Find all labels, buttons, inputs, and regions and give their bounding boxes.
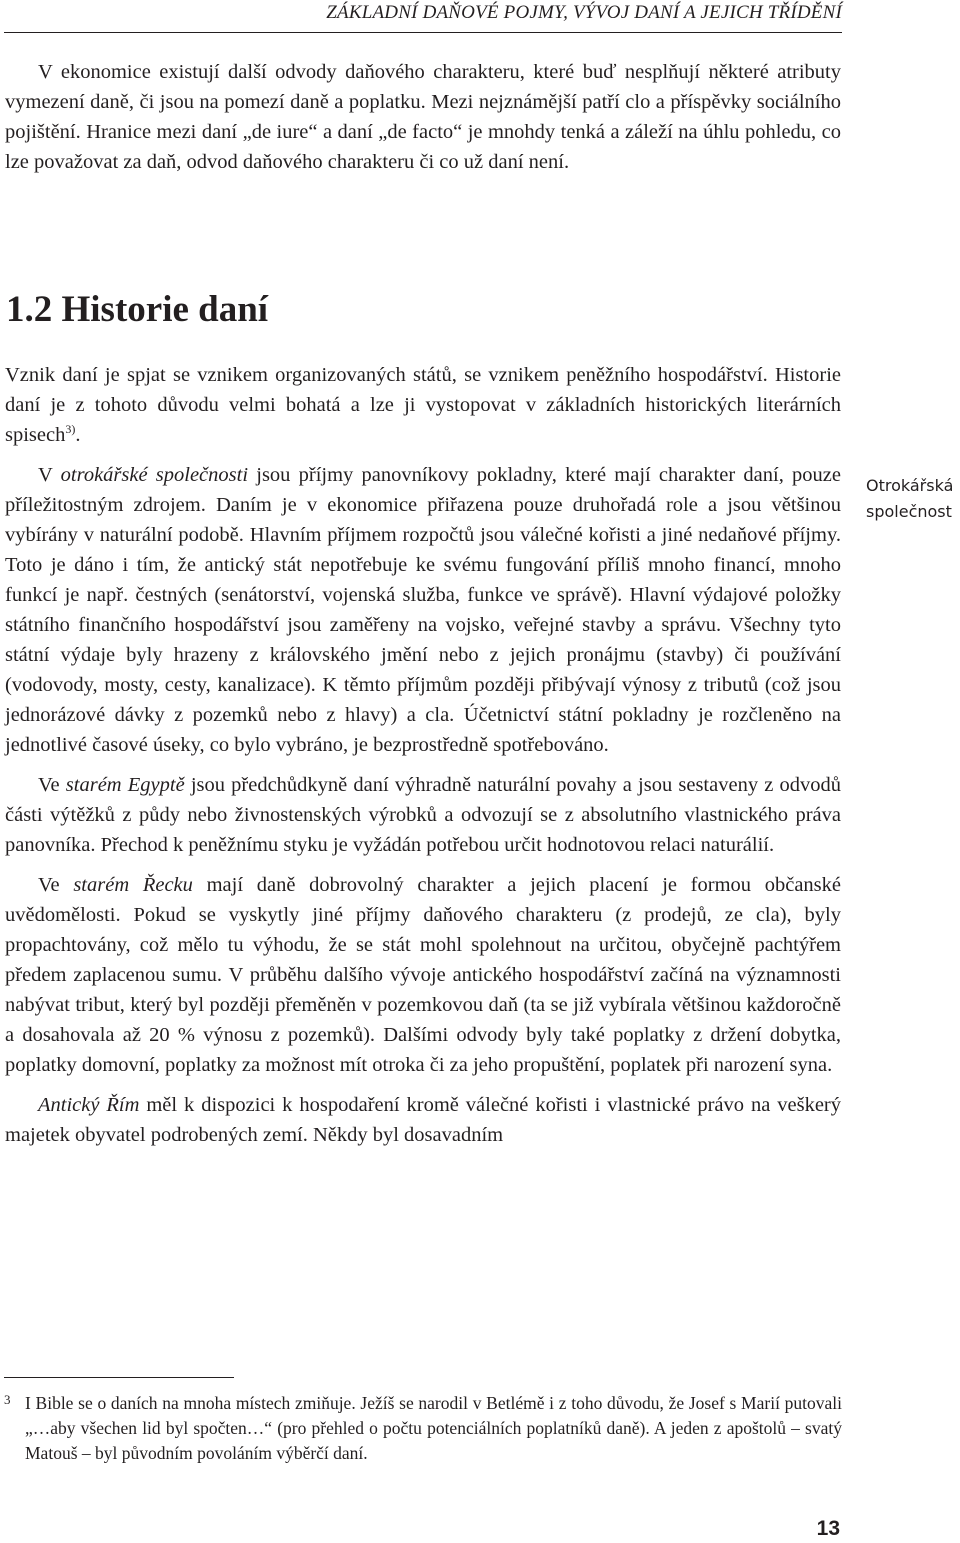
greece-text: mají daně dobrovolný charakter a jejich placení je formou občanské uvědomělosti. Pokud se vyskytly jiné příjmy daňového charakteru (z prodejů, ze cla), byly propachtovány, což mělo tu výhodu, že se stát mohl spolehnout na určitou, obyčejně pachtýřem předem zaplacenou sumu. V průběhu dalšího vývoje antického hospodářství začíná na významnosti nabývat tribut, který byl později přeměněn v pozemkovou daň (ta se již vybírala většinou každoročně a dosahovala až 20 % výnosu z pozemků). Dalšími odvody byly také poplatky z držení dobytka, poplatky domovní, poplatky za možnost mít otroka či za jeho propuštění, poplatek při narození syna. [5, 874, 841, 1076]
egypt-paragraph: Ve starém Egyptě jsou předchůdkyně daní výhradně naturální povahy a jsou sestaveny z odvodů části výtěžků z půdy nebo živnostenských výrobků a odvozují se z absolutního vlastnického práva panovníka. Přechod k peněžnímu styku je vyžádán potřebou určit hodnotovou relaci naturálií. [5, 774, 841, 856]
egypt-text: jsou předchůdkyně daní výhradně naturální povahy a jsou sestaveny z odvodů části výtěžků z půdy nebo živnostenských výrobků a odvozují se z absolutního vlastnického práva panovníka. Přechod k peněžnímu styku je vyžádán potřebou určit hodnotovou relaci naturálií. [5, 774, 841, 856]
rome-text: měl k dispozici k hospodaření kromě válečné kořisti i vlastnické právo na veškerý majetek obyvatel podrobených zemí. Někdy byl dosavadním [5, 1094, 841, 1146]
running-head: ZÁKLADNÍ DAŇOVÉ POJMY, VÝVOJ DANÍ A JEJICH TŘÍDĚNÍ [326, 2, 842, 23]
rome-paragraph [5, 1090, 841, 1150]
footnote-mark: 3 [4, 1392, 11, 1407]
greece-paragraph: Ve starém Řecku mají daně dobrovolný charakter a jejich placení je formou občanské uvědomělosti. Pokud se vyskytly jiné příjmy daňového charakteru (z prodejů, ze cla), byly propachtovány, což mělo tu výhodu, že se stát mohl spolehnout na určitou, obyčejně pachtýřem předem zaplacenou sumu. V průběhu dalšího vývoje antického hospodářství začíná na významnosti nabývat tribut, který byl později přeměněn v pozemkovou daň (ta se již vybírala většinou každoročně a dosahovala až 20 % výnosu z pozemků). Dalšími odvody byly také poplatky z držení dobytka, poplatky domovní, poplatky za možnost mít otroka či za jeho propuštění, poplatek při narození syna. [5, 874, 841, 1076]
footnote-text: I Bible se o daních na mnoha místech zmiňuje. Ježíš se narodil v Betlémě i z toho důvodu, že Josef s Marií putovali „…aby všechen lid byl spočten…“ (pro přehled o počtu potenciálních poplatníků daně). A jeden z apoštolů – svatý Matouš – byl původním povoláním výběrčí daní. [25, 1393, 842, 1463]
footnote-reference: 3) [65, 422, 76, 437]
footnote-rule [4, 1377, 234, 1378]
history-text-block [5, 360, 841, 1150]
section-heading: 1.2 Historie daní [6, 289, 269, 330]
egypt-term: starém Egyptě [65, 774, 185, 796]
intro-paragraph: V ekonomice existují další odvody daňového charakteru, které buď nesplňují některé atributy vymezení daně, či jsou na pomezí daně a poplatku. Mezi nejznámější patří clo a příspěvky sociálního pojištění. Hranice mezi daní „de iure“ a daní „de facto“ je mnohdy tenká a záleží na úhlu pohledu, co lze považovat za daň, odvod daňového charakteru či co už daní není. [5, 61, 841, 173]
footnote [4, 1391, 842, 1466]
rome-term: Antický Řím [38, 1094, 140, 1116]
slave-society-paragraph: V otrokářské společnosti jsou příjmy panovníkovy pokladny, které mají charakter daní, pouze příležitostným zdrojem. Daním je v ekonomice přiřazena pouze druhořadá role a jsou většinou vybírány v naturální podobě. Hlavním příjmem rozpočtů jsou válečné kořisti a jiné nedaňové příjmy. Toto je dáno i tím, že antický stát nepotřebuje ke svému fungování příliš mnoho financí, mnoho funkcí je např. čestných (senátorství, vojenská služba, funkce ve správě). Hlavní výdajové položky státního finančního hospodářství jsou zaměřeny na vojsko, veřejné stavby a správu. Všechny tyto státní výdaje byly hrazeny z královského jmění nebo z jejich pronájmu (stavby) či používání (vodovody, mosty, cesty, kanalizace). K těmto příjmům později přibývají výnosy z tributů (což jsou jednorázové dávky z pozemků nebo z hlavy) a cla. Účetnictví státní pokladny je rozčleněno na jednotlivé časové úseky, co bylo vybráno, je bezprostředně spotřebováno. [5, 464, 841, 756]
slave-society-term: otrokářské společnosti [60, 464, 249, 486]
header-rule [4, 32, 842, 33]
page-number: 13 [816, 1517, 840, 1540]
intro-paragraph-block [5, 57, 841, 177]
history-intro-paragraph: Vznik daní je spjat se vznikem organizovaných států, se vznikem peněžního hospodářství. Historie daní je z tohoto důvodu velmi bohatá a lze ji vystopovat v základních historických literárních spisech$^{3)}$. [5, 364, 841, 446]
slave-society-text: jsou příjmy panovníkovy pokladny, které mají charakter daní, pouze příležitostným zdrojem. Daním je v ekonomice přiřazena pouze druhořadá role a jsou většinou vybírány v naturální podobě. Hlavním příjmem rozpočtů jsou válečné kořisti a jiné nedaňové příjmy. Toto je dáno i tím, že antický stát nepotřebuje ke svému fungování příliš mnoho financí, mnoho funkcí je např. čestných (senátorství, vojenská služba, funkce ve správě). Hlavní výdajové položky státního finančního hospodářství jsou zaměřeny na vojsko, veřejné stavby a správu. Všechny tyto státní výdaje byly hrazeny z královského jmění nebo z jejich pronájmu (stavby) či používání (vodovody, mosty, cesty, kanalizace). K těmto příjmům později přibývají výnosy z tributů (což jsou jednorázové dávky z pozemků nebo z hlavy) a cla. Účetnictví státní pokladny je rozčleněno na jednotlivé časové úseky, co bylo vybráno, je bezprostředně spotřebováno. [5, 464, 841, 756]
margin-note: Otrokářská společnost [866, 476, 954, 521]
greece-term: starém Řecku [73, 874, 193, 896]
history-intro-text: Vznik daní je spjat se vznikem organizovaných států, se vznikem peněžního hospodářství. Historie daní je z tohoto důvodu velmi bohatá a lze ji vystopovat v základních historických literárních spisech [5, 364, 841, 446]
